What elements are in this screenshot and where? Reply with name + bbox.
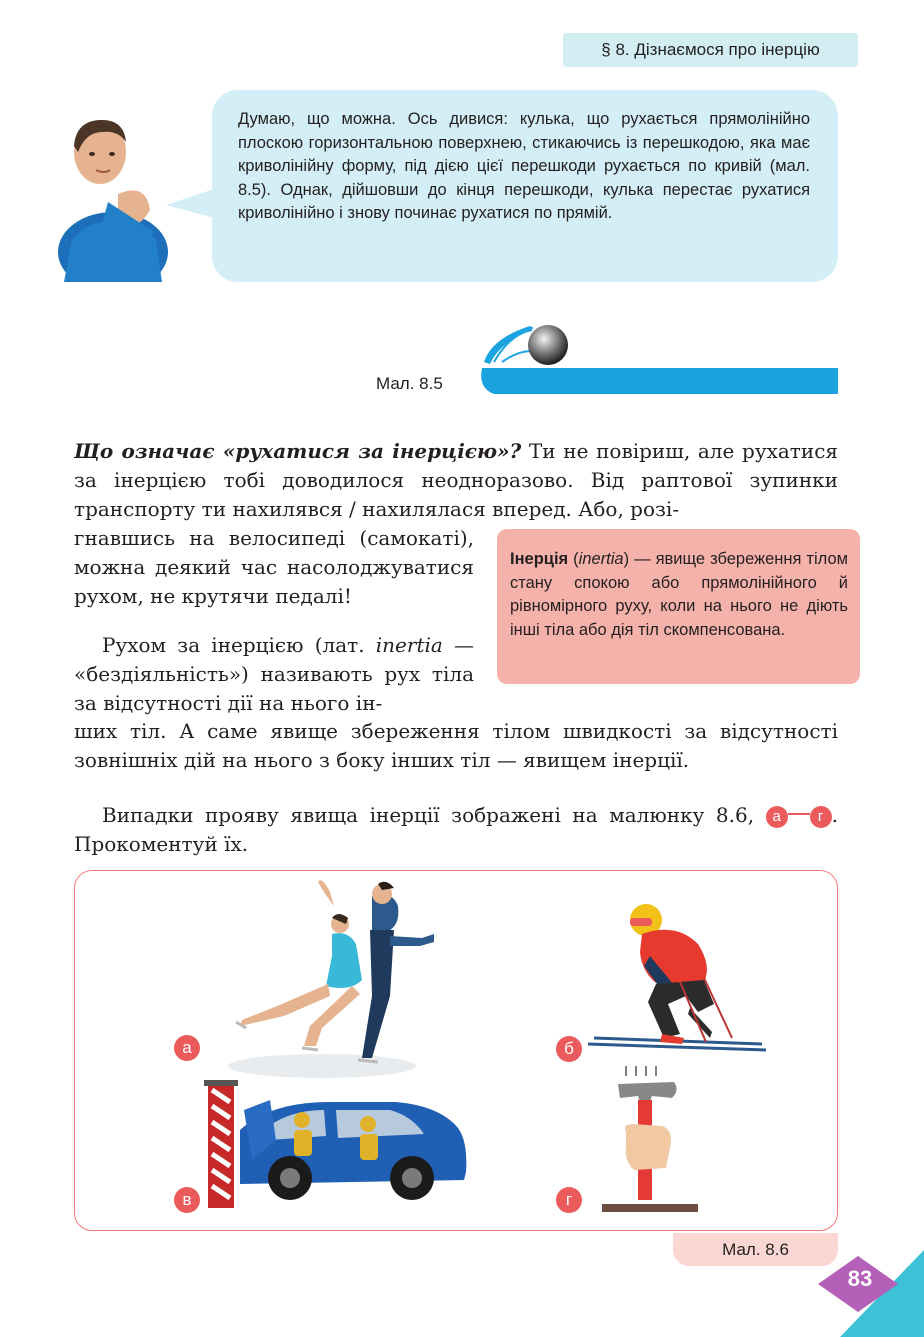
paragraph-inertia-phenomenon: ших тіл. А саме явище збереження тілом швидкості за відсутності зовнішніх дій на нього з боку інших тіл — явищем інерції. <box>74 719 838 772</box>
paragraph-3-start: Рухом за інерцією (лат. <box>102 633 376 657</box>
figure-label-g: г <box>556 1187 582 1213</box>
definition-english-term: inertia <box>578 550 624 568</box>
paragraph-4-start: Випадки прояву явища інерції зображені на малюнку 8.6, <box>102 803 766 827</box>
ball-ramp-illustration <box>472 318 842 398</box>
definition-text: Інерція (inertia) — явище збереження тілом стану спокою або прямолінійного й рівномірного руху, коли на нього не діють інші тіла або дія тіл скомпенсована. <box>510 550 848 639</box>
hammer-illustration <box>600 1064 700 1218</box>
figure-label-b: б <box>556 1036 582 1062</box>
figure-skaters-illustration <box>222 876 442 1080</box>
latin-term: inertia <box>375 633 443 657</box>
skier-illustration <box>586 904 770 1054</box>
paragraph-1-text: Ти не повіриш, але рухатися за інерцією тобі доводилося неодноразово. Від раптової зупинки транспорту ти нахилявся / нахилялася вперед. Або, розі- <box>74 439 839 521</box>
badge-g-inline: г <box>810 806 832 828</box>
figure-label-v: в <box>174 1187 200 1213</box>
boy-avatar <box>58 112 168 282</box>
page-corner-decoration <box>800 1250 924 1337</box>
badge-a-inline: а <box>766 806 788 828</box>
figure-8-6-caption: Мал. 8.6 <box>722 1240 789 1259</box>
paragraph-figure-reference <box>74 801 838 859</box>
car-crash-test-illustration <box>200 1080 470 1210</box>
paragraph-3-mid: — «бездіяльність») називають рух тіла за відсутності дії на нього ін- <box>74 633 475 715</box>
page-number: 83 <box>847 1266 873 1291</box>
paragraph-motion-by-inertia <box>74 631 474 718</box>
paragraph-bicycle: гнавшись на велосипеді (самокаті), можна деякий час насолоджуватися рухом, не крутячи педалі! <box>74 526 474 608</box>
figure-label-a: а <box>174 1035 200 1061</box>
badge-range-dash <box>788 813 810 815</box>
question-heading: Що означає «рухатися за інерцією»? <box>74 439 522 463</box>
section-header-tag: § 8. Дізнаємося про інерцію <box>563 33 858 67</box>
definition-body: — явище збереження тілом стану спокою або прямолінійного й рівномірного руху, коли на нього не діють інші тіла або дія тіл скомпенсована. <box>510 550 848 639</box>
speech-bubble-text: Думаю, що можна. Ось дивися: кулька, що рухається прямолінійно плоскою горизонтальною поверхнею, стикаючись із перешкодою, яка має криволінійну форму, під дією цієї перешкоди рухається по кривій (мал. 8.5). Однак, дійшовши до кінця перешкоди, кулька перестає рухатися криволінійно і знову починає рухатися по прямій. <box>238 110 810 223</box>
paragraph-4-end: . Прокоментуй їх. <box>74 803 838 856</box>
paragraph-inertia-question <box>74 437 838 524</box>
figure-8-5-caption: Мал. 8.5 <box>376 374 443 393</box>
definition-term: Інерція <box>510 550 569 568</box>
